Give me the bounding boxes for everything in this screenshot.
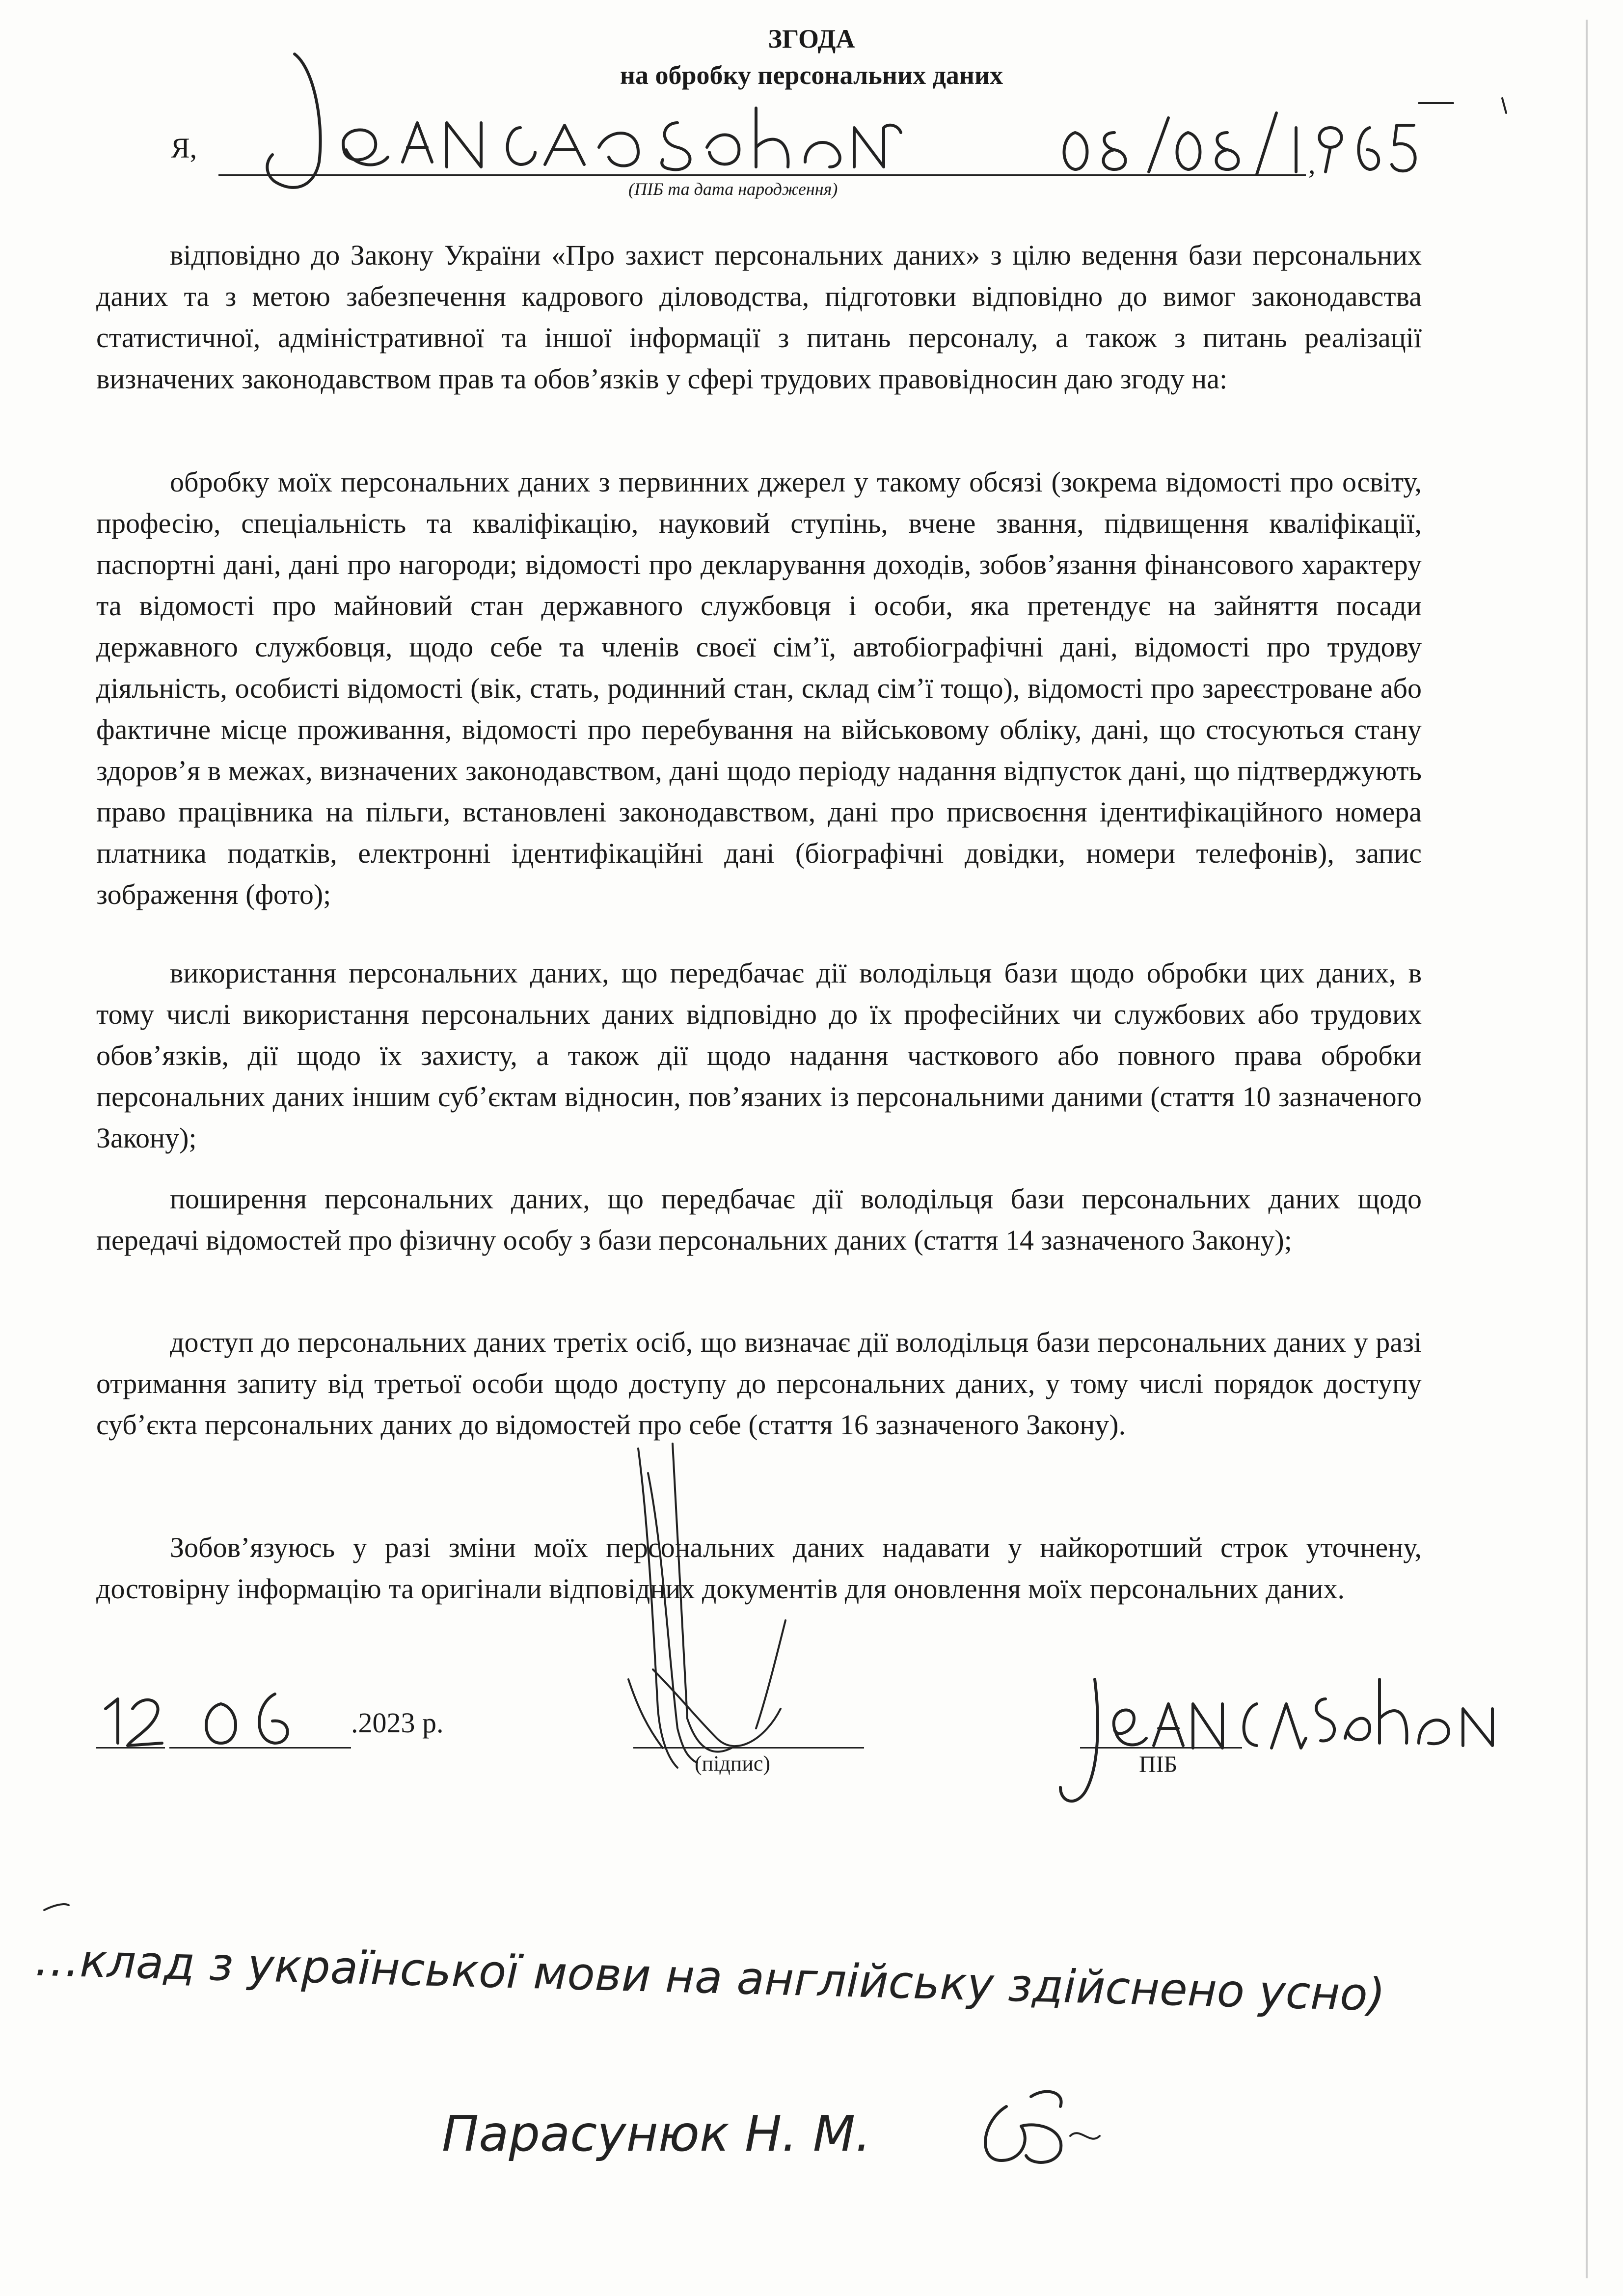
handwritten-pib: [1060, 1679, 1492, 1801]
document-title: ЗГОДА: [768, 24, 855, 54]
paragraph-obligation: Зобов’язуюсь у разі зміни моїх персональних даних надавати у найкоротший строк уточнену, достовірну інформацію та оригінали відповідних документів для оновлення моїх персональних даних.: [96, 1531, 1422, 1605]
signature-scribble: [628, 1444, 785, 1768]
translator-note: …клад з української мови на англійську здійснено усно): [34, 1933, 1386, 2022]
stray-mark: [1502, 98, 1506, 113]
document-subtitle: на обробку персональних даних: [620, 60, 1003, 90]
pib-caption: ПІБ: [1139, 1751, 1178, 1777]
name-field-caption: (ПІБ та дата народження): [628, 179, 838, 199]
margin-mark: [44, 1904, 69, 1910]
ya-label: Я,: [171, 132, 197, 164]
paragraph-intro: відповідно до Закону України «Про захист персональних даних» з цілю ведення бази персональних даних та з метою забезпечення кадрового діловодства, підготовки відповідно до вимог законодавства статистичної, адміністративної та іншої інформації з питань персоналу, а також з питань реалізації визначених законодавством прав та обов’язків у сфері трудових правовідносин даю згоду на:: [96, 239, 1422, 395]
signature-caption: (підпис): [695, 1751, 771, 1776]
paragraph-processing: обробку моїх персональних даних з первинних джерел у такому обсязі (зокрема відомості про освіту, професію, спеціальність та кваліфікацію, науковий ступінь, вчене звання, підвищення кваліфікації, паспортні дані, дані про нагороди; відомості про декларування доходів, зобов’язання фінансового характеру та відомості про майновий стан державного службовця і особи, яка претендує на зайняття посади державного службовця, щодо себе та членів своєї сім’ї, автобіографічні дані, відомості про трудову діяльність, особисті відомості (вік, стать, родинний стан, склад сім’ї тощо), відомості про зареєстроване або фактичне місце проживання, відомості про перебування на військовому обліку, дані, що стосуються стану здоров’я в межах, визначених законодавством, дані щодо періоду надання відпусток дані, що підтверджують право працівника на пільги, встановлені законодавством, дані про присвоєння ідентифікаційного номера платника податків, електронні ідентифікаційні дані (біографічні довідки, номери телефонів), запис зображення (фото);: [96, 466, 1422, 910]
paragraph-usage: використання персональних даних, що передбачає дії володільця бази щодо обробки цих даних, в тому числі використання персональних даних відповідно до їх професійних чи службових або трудових обов’язків, дії щодо їх захисту, а також дії щодо надання часткового або повного права обробки персональних даних іншим суб’єктам відносин, пов’язаних із персональними даними (стаття 10 зазначеного Закону);: [96, 957, 1422, 1154]
handwritten-date: [106, 1694, 288, 1746]
handwritten-birthdate: [1064, 103, 1454, 174]
paragraph-dissemination: поширення персональних даних, що передбачає дії володільця бази персональних даних щодо передачі відомостей про фізичну особу з бази персональних даних (стаття 14 зазначеного Закону);: [96, 1183, 1422, 1256]
date-year: .2023 р.: [351, 1707, 444, 1739]
translator-name: Парасунюк Н. М.: [442, 2105, 871, 2162]
paragraph-third-party-access: доступ до персональних даних третіх осіб, що визначає дії володільця бази персональних даних у разі отримання запиту від третьої особи щодо доступу до персональних даних, у тому числі порядок доступу суб’єкта персональних даних до відомостей про себе (стаття 16 зазначеного Закону).: [96, 1326, 1422, 1441]
handwritten-name: [267, 54, 901, 188]
name-field-comma: ,: [1308, 148, 1316, 180]
translator-signature: [985, 2092, 1100, 2162]
